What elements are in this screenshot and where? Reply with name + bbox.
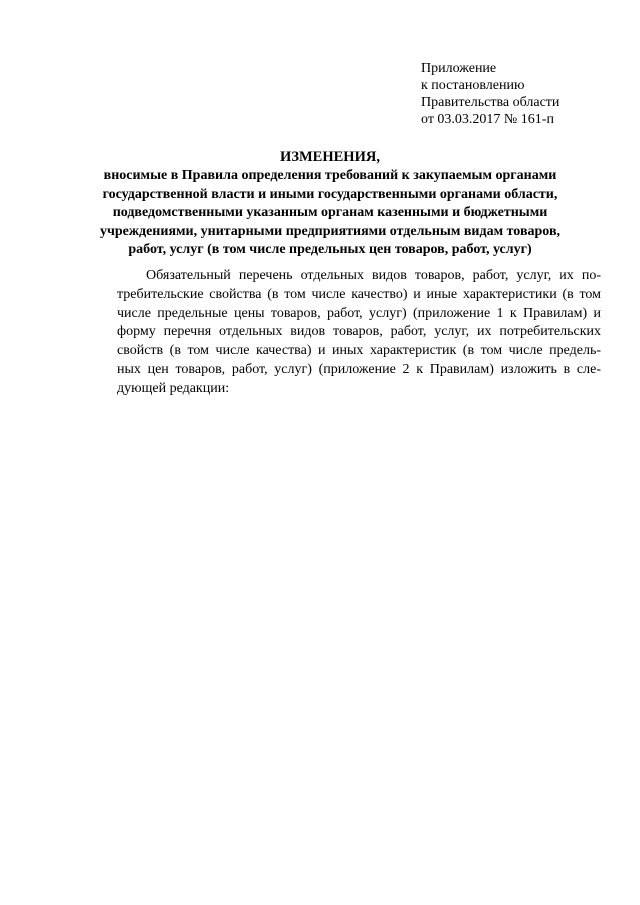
title-line: подведомственными указанным органам казенными и бюджетными [112,205,548,220]
appendix-line: к постановлению [421,78,525,93]
paragraph-line: дующей редакции: [117,380,230,396]
paragraph-line: числе предельные цены товаров, работ, услуг) (приложение 1 к Правилам) и [117,305,601,321]
title-line: учреждениями, унитарными предприятиями отдельным видам товаров, [99,223,561,239]
title-line: работ, услуг (в том числе предельных цен товаров, работ, услуг) [128,242,532,257]
paragraph-line: Обязательный перечень отдельных видов товаров, работ, услуг, их по- [146,268,601,283]
paragraph-line: требительские свойства (в том числе качество) и иные характеристики (в том [117,286,601,302]
body-paragraph [117,267,601,399]
title-line: государственной власти и иными государственными органами области, [102,186,558,202]
document-title [60,148,600,260]
paragraph-line: свойств (в том числе качества) и иных характеристик (в том числе предель- [117,343,601,359]
paragraph-line: ных цен товаров, работ, услуг) (приложение 2 к Правилам) изложить в сле- [117,361,601,377]
paragraph-line: форму перечня отдельных видов товаров, работ, услуг, их потребительских [117,324,601,340]
appendix-line: Приложение [421,61,497,76]
appendix-line: от 03.03.2017 № 161-п [421,112,554,127]
appendix-reference [421,60,559,128]
title-line: вносимые в Правила определения требований к закупаемым органами [103,168,557,183]
title-heading: ИЗМЕНЕНИЯ, [280,149,380,165]
appendix-line: Правительства области [421,95,560,110]
